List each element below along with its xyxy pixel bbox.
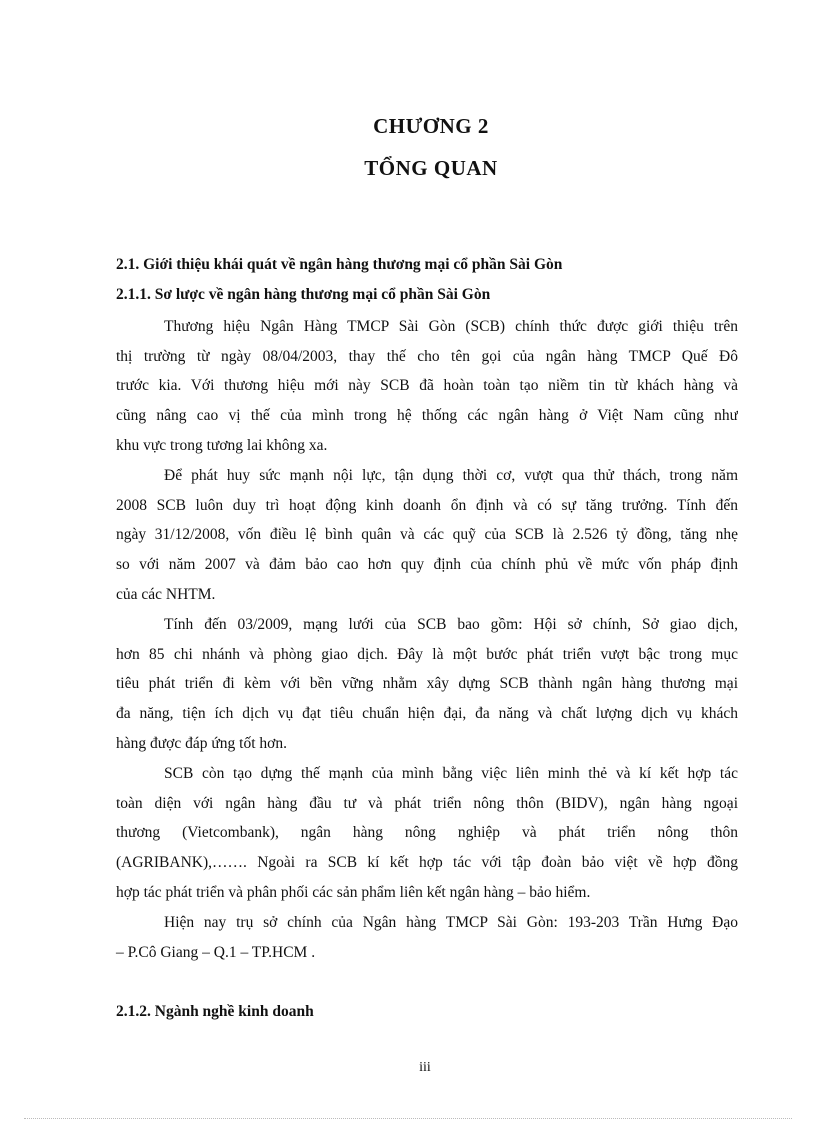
text-line: tiêu phát triển đi kèm với bền vững nhằm xây dựng SCB thành ngân hàng thương mại bbox=[116, 675, 738, 693]
text-line: thị trường từ ngày 08/04/2003, thay thế cho tên gọi của ngân hàng TMCP Quế Đô bbox=[116, 347, 738, 365]
paragraph-5 bbox=[116, 908, 738, 967]
text-line: (AGRIBANK),……. Ngoài ra SCB kí kết hợp tác với tập đoàn bảo việt về hợp đồng bbox=[116, 854, 738, 872]
chapter-number: CHƯƠNG 2 bbox=[373, 114, 489, 138]
text-line: của các NHTM. bbox=[116, 585, 216, 603]
text-line: Thương hiệu Ngân Hàng TMCP Sài Gòn (SCB) chính thức được giới thiệu trên bbox=[164, 318, 738, 335]
text-line: Hiện nay trụ sở chính của Ngân hàng TMCP Sài Gòn: 193-203 Trần Hưng Đạo bbox=[164, 914, 738, 931]
paragraph-2 bbox=[116, 461, 738, 609]
text-line: cũng nâng cao vị thế của mình trong hệ thống các ngân hàng ở Việt Nam cũng như bbox=[116, 407, 738, 425]
subsection-heading: 2.1.1. Sơ lược về ngân hàng thương mại cổ phần Sài Gòn bbox=[116, 286, 491, 303]
text-line: trước kia. Với thương hiệu mới này SCB đã hoàn toàn tạo niềm tin từ khách hàng và bbox=[116, 377, 738, 395]
text-line: SCB còn tạo dựng thế mạnh của mình bằng việc liên minh thẻ và kí kết hợp tác bbox=[164, 765, 738, 782]
text-line: toàn diện với ngân hàng đầu tư và phát triển nông thôn (BIDV), ngân hàng ngoại bbox=[116, 794, 738, 812]
text-line: đa năng, tiện ích dịch vụ đạt tiêu chuẩn hiện đại, đa năng và chất lượng dịch vụ khách bbox=[116, 705, 738, 723]
text-line: khu vực trong tương lai không xa. bbox=[116, 436, 328, 454]
subsection-heading-2: 2.1.2. Ngành nghề kinh doanh bbox=[116, 1003, 314, 1020]
text-line: hơn 85 chi nhánh và phòng giao dịch. Đây là một bước phát triển vượt bậc trong mục bbox=[116, 645, 738, 663]
text-line: Tính đến 03/2009, mạng lưới của SCB bao gồm: Hội sở chính, Sở giao dịch, bbox=[164, 616, 738, 633]
text-line: 2008 SCB luôn duy trì hoạt động kinh doanh ổn định và có sự tăng trưởng. Tính đến bbox=[116, 496, 738, 514]
text-line: – P.Cô Giang – Q.1 – TP.HCM . bbox=[116, 943, 316, 961]
text-line: thương (Vietcombank), ngân hàng nông nghiệp và phát triển nông thôn bbox=[116, 824, 738, 842]
text-line: hợp tác phát triển và phân phối các sản phẩm liên kết ngân hàng – bảo hiểm. bbox=[116, 883, 591, 901]
text-line: so với năm 2007 và đảm bảo cao hơn quy định của chính phủ về mức vốn pháp định bbox=[116, 556, 738, 574]
paragraph-1 bbox=[116, 312, 738, 460]
paragraph-3 bbox=[116, 610, 738, 758]
page-number: iii bbox=[419, 1060, 431, 1075]
section-heading: 2.1. Giới thiệu khái quát về ngân hàng thương mại cổ phần Sài Gòn bbox=[116, 256, 563, 273]
text-line: Để phát huy sức mạnh nội lực, tận dụng thời cơ, vượt qua thử thách, trong năm bbox=[164, 467, 738, 484]
paragraph-4 bbox=[116, 759, 738, 907]
chapter-title: TỔNG QUAN bbox=[364, 156, 498, 180]
text-line: hàng được đáp ứng tốt hơn. bbox=[116, 734, 287, 752]
page-bottom-divider bbox=[24, 1118, 792, 1119]
text-line: ngày 31/12/2008, vốn điều lệ bình quân và các quỹ của SCB là 2.526 tỷ đồng, tăng nhẹ bbox=[116, 526, 738, 544]
